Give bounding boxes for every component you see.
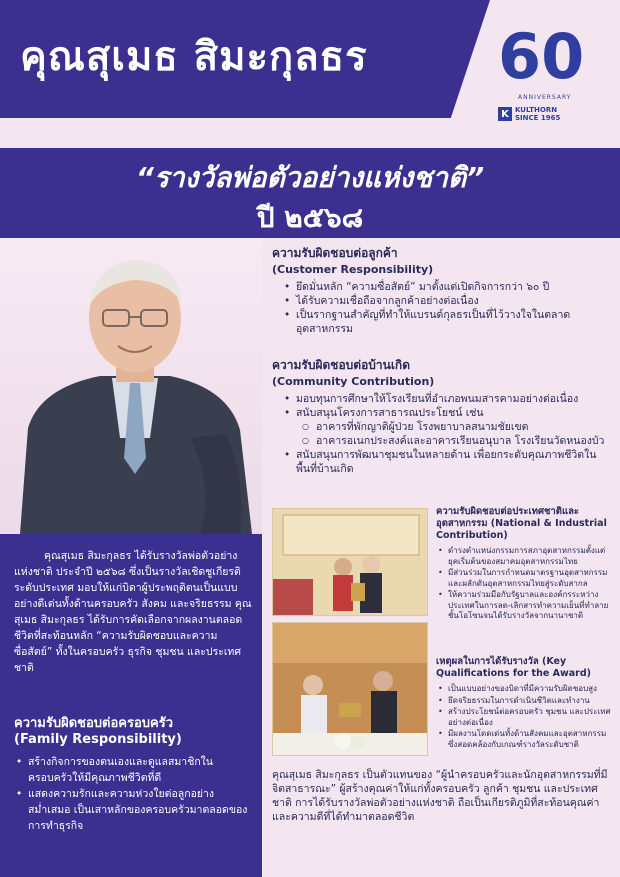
community-title-th: ความรับผิดชอบต่อบ้านเกิด: [272, 358, 410, 372]
list-item: • ยึดมั่นหลัก “ความซื่อสัตย์” มาตั้งแต่เปิดกิจการกว่า ๖๐ ปี: [272, 280, 612, 294]
nation-list: [436, 546, 612, 622]
qualifications-section: [436, 656, 612, 751]
honoree-name: คุณสุเมธ สิมะกุลธร: [20, 34, 368, 80]
logo-anniversary: ANNIVERSARY: [518, 94, 572, 101]
header: [0, 0, 620, 122]
logo-words: [515, 106, 560, 122]
award-title: “รางวัลพ่อตัวอย่างแห่งชาติ”: [135, 161, 485, 194]
anniversary-logo: [494, 20, 604, 130]
nation-section: [436, 506, 612, 623]
community-list: [272, 392, 612, 420]
family-list: [14, 754, 254, 834]
logo-number: 60: [498, 20, 585, 93]
list-item: • สนับสนุนการพัฒนาชุมชนในหลายด้าน เพื่อยกระดับคุณภาพชีวิตในพื้นที่บ้านเกิด: [272, 448, 612, 476]
logo-brand: [498, 104, 596, 124]
list-item: • ให้ความร่วมมือกับรัฐบาลและองค์กรระหว่างประเทศในการลด-เลิกสารทำความเย็นที่ทำลายชั้นโอโซนจนได้รับรางวัลจากนานาชาติ: [436, 590, 612, 622]
qualifications-list: [436, 684, 612, 750]
customer-title-en: (Customer Responsibility): [272, 263, 434, 276]
community-list-last: [272, 448, 612, 476]
list-item: • มีผลงานโดดเด่นทั้งด้านสังคมและอุตสาหกรรม ซึ่งสอดคล้องกับเกณฑ์รางวัลระดับชาติ: [436, 729, 612, 750]
kulthorn-logo-icon: K: [498, 107, 512, 121]
intro-paragraph: คุณสุเมธ สิมะกุลธร ได้รับรางวัลพ่อตัวอย่างแห่งชาติ ประจำปี ๒๕๖๘ ซึ่งเป็นรางวัลเชิดชูเกียรติระดับประเทศ มอบให้แก่บิดาผู้ประพฤติตนเป็นแบบอย่างดีเด่นทั้งด้านครอบครัว สังคม และจริยธรรม คุณสุเมธ สิมะกุลธร ได้รับการคัดเลือกจากผลงานตลอดชีวิตที่สะท้อนหลัก “ความรับผิดชอบและความซื่อสัตย์” ทั้งในครอบครัว ธุรกิจ ชุมชน และประเทศชาติ: [14, 550, 252, 674]
qualifications-title: เหตุผลในการได้รับรางวัล (Key Qualifications for the Award): [436, 656, 591, 679]
customer-list: [272, 280, 612, 336]
family-title-en: (Family Responsibility): [14, 732, 182, 747]
community-title-en: (Community Contribution): [272, 375, 435, 388]
community-section: [272, 356, 612, 476]
closing-paragraph: คุณสุเมธ สิมะกุลธร เป็นตัวแทนของ “ผู้นำครอบครัวและนักอุตสาหกรรมที่มีจิตสาธารณะ” ผู้สร้างคุณค่าให้แก่ทั้งครอบครัว ลูกค้า ชุมชน และประเทศชาติ การได้รับรางวัลพ่อตัวอย่างแห่งชาติ ถือเป็นเกียรติภูมิที่สะท้อนคุณค่าและความดีที่ได้ทำมาตลอดชีวิต: [272, 769, 608, 823]
award-ceremony-photo-2: [272, 622, 428, 756]
list-item: • มอบทุนการศึกษาให้โรงเรียนที่อำเภอพนมสารคามอย่างต่อเนื่อง: [272, 392, 612, 406]
list-item: • ได้รับความเชื่อถือจากลูกค้าอย่างต่อเนื่อง: [272, 294, 612, 308]
ceremony-illustration-2: [273, 623, 428, 756]
customer-section: [272, 244, 612, 336]
list-item: • ดำรงตำแหน่งกรรมการสภาอุตสาหกรรมตั้งแต่ยุคเริ่มต้นของสมาคมอุตสาหกรรมไทย: [436, 546, 612, 567]
list-item: • เป็นแบบอย่างของบิดาที่มีความรับผิดชอบสูง: [436, 684, 612, 695]
nation-title: ความรับผิดชอบต่อประเทศชาติและอุตสาหกรรม (National & Industrial Contribution): [436, 506, 607, 541]
list-item: • แสดงความรักและความห่วงใยต่อลูกอย่างสม่ำเสมอ เป็นเสาหลักของครอบครัวมาตลอดของการทำธุรกิจ: [14, 786, 254, 834]
portrait-illustration: [0, 238, 262, 534]
list-item: • สร้างกิจการของตนเองและดูแลสมาชิกในครอบครัวให้มีคุณภาพชีวิตที่ดี: [14, 754, 254, 786]
list-item: • สร้างประโยชน์ต่อครอบครัว ชุมชน และประเทศอย่างต่อเนื่อง: [436, 707, 612, 728]
community-sub-list: [272, 420, 612, 448]
award-ceremony-photo-1: [272, 508, 428, 616]
list-item: • ยึดจริยธรรมในการดำเนินชีวิตและทำงาน: [436, 696, 612, 707]
award-banner: [0, 148, 620, 238]
portrait-photo: [0, 238, 262, 534]
list-item: • มีส่วนร่วมในการกำหนดมาตรฐานอุตสาหกรรม และผลักดันอุตสาหกรรมไทยสู่ระดับสากล: [436, 568, 612, 589]
list-item: ○ อาคารอเนกประสงค์และอาคารเรียนอนุบาล โรงเรียนวัดหนองบัว: [272, 434, 612, 448]
list-item: • เป็นรากฐานสำคัญที่ทำให้แบรนด์กุลธรเป็นที่ไว้วางใจในตลาดอุตสาหกรรม: [272, 308, 612, 336]
logo-since: SINCE 1965: [515, 114, 561, 122]
list-item: • สนับสนุนโครงการสาธารณประโยชน์ เช่น: [272, 406, 612, 420]
ceremony-illustration-1: [273, 509, 428, 616]
family-title-th: ความรับผิดชอบต่อครอบครัว: [14, 716, 174, 731]
list-item: ○ อาคารที่พักญาติผู้ป่วย โรงพยาบาลสนามชัยเขต: [272, 420, 612, 434]
logo-brand-name: KULTHORN: [515, 106, 558, 114]
award-year: ปี ๒๕๖๘: [256, 201, 364, 234]
customer-title-th: ความรับผิดชอบต่อลูกค้า: [272, 246, 398, 260]
